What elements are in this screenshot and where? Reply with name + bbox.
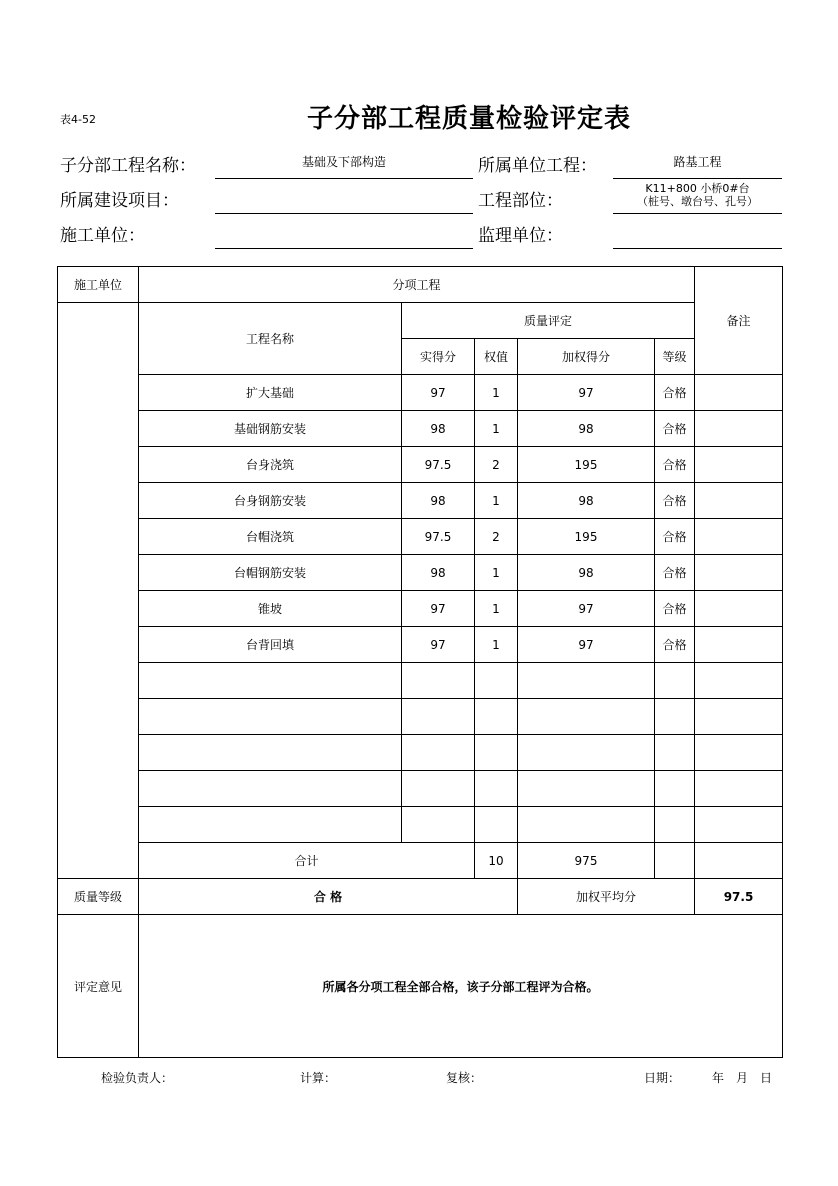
weighted-head: 加权得分	[518, 339, 655, 375]
review-label: 复核：	[446, 1071, 483, 1085]
item-name	[139, 699, 402, 735]
evaluation-table	[57, 266, 783, 1058]
subsection-label: 子分部工程名称：	[60, 156, 196, 176]
score	[402, 735, 475, 771]
grade: 合格	[655, 627, 695, 663]
grade	[655, 735, 695, 771]
weighted-score	[518, 699, 655, 735]
remark-head: 备注	[695, 267, 783, 375]
contractor-head: 施工单位	[58, 267, 139, 303]
remark	[695, 663, 783, 699]
location-field	[613, 182, 782, 214]
item-name	[139, 771, 402, 807]
score: 97.5	[402, 447, 475, 483]
table-row	[58, 375, 783, 411]
item-name: 扩大基础	[139, 375, 402, 411]
table-row-blank	[58, 807, 783, 843]
weight: 1	[475, 375, 518, 411]
weight: 1	[475, 627, 518, 663]
score-head: 实得分	[402, 339, 475, 375]
table-row-blank	[58, 735, 783, 771]
weighted-score: 97	[518, 591, 655, 627]
total-label: 合计	[139, 843, 475, 879]
remark	[695, 519, 783, 555]
score: 98	[402, 411, 475, 447]
table-row	[58, 483, 783, 519]
grade	[655, 699, 695, 735]
calc-label: 计算：	[300, 1071, 337, 1085]
table-row	[58, 627, 783, 663]
weighted-score: 195	[518, 519, 655, 555]
item-name: 台身钢筋安装	[139, 483, 402, 519]
weighted-score	[518, 807, 655, 843]
item-name: 台帽浇筑	[139, 519, 402, 555]
table-row	[58, 447, 783, 483]
header-row	[58, 267, 783, 303]
table-row	[58, 591, 783, 627]
weight: 1	[475, 591, 518, 627]
remark	[695, 555, 783, 591]
remark	[695, 375, 783, 411]
weighted-score	[518, 735, 655, 771]
total-remark	[695, 843, 783, 879]
form-number: 表4-52	[60, 113, 96, 126]
grade: 合格	[655, 591, 695, 627]
weighted-score: 97	[518, 627, 655, 663]
grade	[655, 807, 695, 843]
header-row	[58, 303, 783, 339]
score	[402, 807, 475, 843]
date-label: 日期：	[644, 1071, 681, 1085]
remark	[695, 807, 783, 843]
grade-head: 等级	[655, 339, 695, 375]
contractor-field	[215, 225, 473, 249]
weight: 1	[475, 483, 518, 519]
location-line2: （桩号、墩台号、孔号）	[637, 195, 758, 208]
weight: 2	[475, 519, 518, 555]
weighted-score: 97	[518, 375, 655, 411]
opinion-value: 所属各分项工程全部合格，该子分部工程评为合格。	[139, 915, 783, 1058]
remark	[695, 411, 783, 447]
table-row-blank	[58, 663, 783, 699]
score	[402, 663, 475, 699]
total-grade	[655, 843, 695, 879]
quality-grade-value: 合 格	[139, 879, 518, 915]
weight	[475, 771, 518, 807]
contractor-label: 施工单位：	[60, 226, 145, 246]
item-name	[139, 663, 402, 699]
opinion-row	[58, 915, 783, 1058]
table-row-blank	[58, 699, 783, 735]
page-title: 子分部工程质量检验评定表	[306, 104, 631, 134]
quality-head: 质量评定	[402, 303, 695, 339]
construction-project-field	[215, 190, 473, 214]
weight	[475, 663, 518, 699]
weighted-score: 98	[518, 411, 655, 447]
score: 97.5	[402, 519, 475, 555]
location-label: 工程部位：	[478, 191, 563, 211]
remark	[695, 699, 783, 735]
name-head: 工程名称	[139, 303, 402, 375]
table-row	[58, 555, 783, 591]
grade	[655, 663, 695, 699]
construction-project-label: 所属建设项目：	[60, 191, 179, 211]
weight: 2	[475, 447, 518, 483]
item-name	[139, 807, 402, 843]
weighted-score: 195	[518, 447, 655, 483]
opinion-label: 评定意见	[58, 915, 139, 1058]
grade: 合格	[655, 411, 695, 447]
date-ymd: 年 月 日	[712, 1071, 773, 1085]
total-weighted: 975	[518, 843, 655, 879]
supervisor-label: 监理单位：	[478, 226, 563, 246]
weight: 1	[475, 411, 518, 447]
location-line1: K11+800 小桥0#台	[645, 182, 750, 195]
remark	[695, 735, 783, 771]
item-name: 台身浇筑	[139, 447, 402, 483]
supervisor-field	[613, 225, 782, 249]
score: 97	[402, 375, 475, 411]
total-row	[58, 843, 783, 879]
remark	[695, 447, 783, 483]
grade	[655, 771, 695, 807]
avg-value: 97.5	[695, 879, 783, 915]
subsection-field: 基础及下部构造	[215, 153, 473, 179]
score: 98	[402, 483, 475, 519]
quality-grade-label: 质量等级	[58, 879, 139, 915]
table-row	[58, 411, 783, 447]
weight	[475, 807, 518, 843]
grade: 合格	[655, 555, 695, 591]
weight: 1	[475, 555, 518, 591]
score	[402, 771, 475, 807]
remark	[695, 627, 783, 663]
table-row	[58, 519, 783, 555]
inspector-label: 检验负责人：	[101, 1071, 174, 1085]
item-head: 分项工程	[139, 267, 695, 303]
contractor-cell	[58, 303, 139, 879]
avg-label: 加权平均分	[518, 879, 695, 915]
weight-head: 权值	[475, 339, 518, 375]
weighted-score: 98	[518, 555, 655, 591]
unit-project-label: 所属单位工程：	[478, 156, 597, 176]
weighted-score	[518, 771, 655, 807]
total-weight: 10	[475, 843, 518, 879]
grade: 合格	[655, 375, 695, 411]
score	[402, 699, 475, 735]
score: 97	[402, 591, 475, 627]
table-row-blank	[58, 771, 783, 807]
remark	[695, 591, 783, 627]
unit-project-field: 路基工程	[613, 153, 782, 179]
weight	[475, 699, 518, 735]
score: 98	[402, 555, 475, 591]
quality-row	[58, 879, 783, 915]
remark	[695, 483, 783, 519]
item-name: 台帽钢筋安装	[139, 555, 402, 591]
remark	[695, 771, 783, 807]
score: 97	[402, 627, 475, 663]
grade: 合格	[655, 447, 695, 483]
item-name: 锥坡	[139, 591, 402, 627]
grade: 合格	[655, 519, 695, 555]
item-name	[139, 735, 402, 771]
item-name: 台背回填	[139, 627, 402, 663]
weight	[475, 735, 518, 771]
weighted-score: 98	[518, 483, 655, 519]
grade: 合格	[655, 483, 695, 519]
weighted-score	[518, 663, 655, 699]
item-name: 基础钢筋安装	[139, 411, 402, 447]
